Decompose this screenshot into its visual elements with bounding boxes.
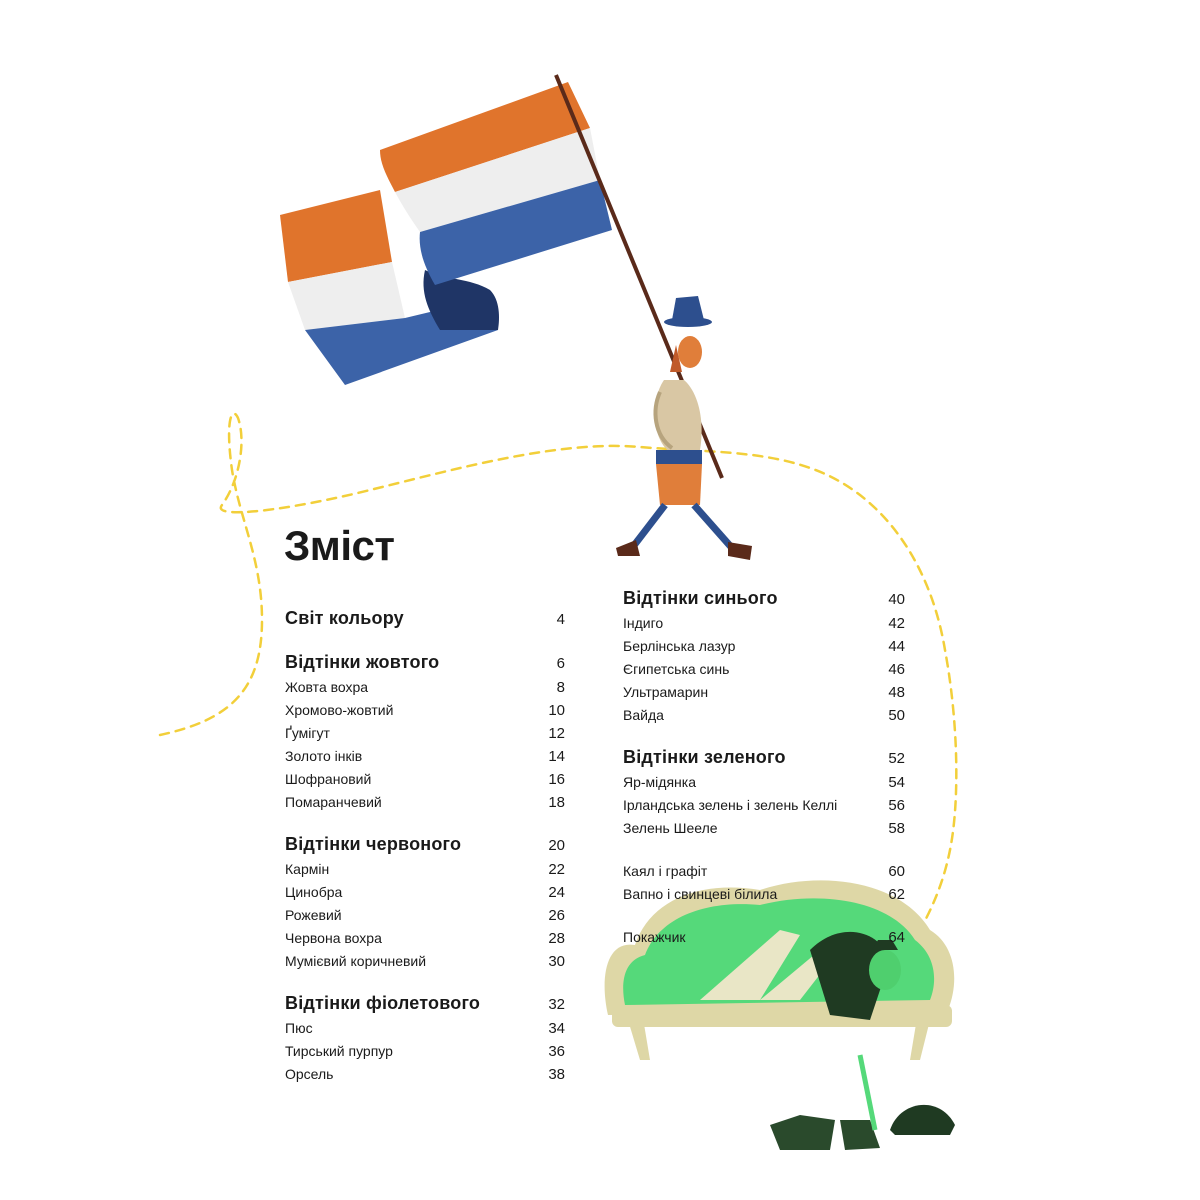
toc-entry	[285, 904, 565, 927]
toc-page-number: 16	[548, 771, 565, 788]
toc-entry	[285, 858, 565, 881]
toc-entry-title: Цинобра	[285, 884, 343, 900]
toc-entry	[285, 768, 565, 791]
toc-entry	[623, 635, 905, 658]
toc-entry-title: Жовта вохра	[285, 679, 369, 695]
toc-entry-title: Золото інків	[285, 748, 363, 764]
toc-section-heading	[285, 989, 565, 1017]
toc-page-number: 20	[548, 837, 565, 854]
toc-section-heading	[285, 648, 565, 676]
toc-entry	[623, 658, 905, 681]
toc-page-number: 30	[548, 953, 565, 970]
toc-entry-title: Яр-мідянка	[623, 774, 696, 790]
toc-entry	[285, 950, 565, 973]
toc-page-number: 6	[556, 655, 565, 672]
toc-entry-title: Відтінки жовтого	[285, 652, 440, 672]
toc-entry	[623, 883, 905, 906]
toc-entry-title: Покажчик	[623, 929, 686, 945]
toc-entry	[285, 927, 565, 950]
toc-page-number: 52	[888, 750, 905, 767]
toc-section-heading	[285, 830, 565, 858]
toc-entry-title: Берлінська лазур	[623, 638, 736, 654]
toc-page-number: 46	[888, 661, 905, 678]
toc-entry-title: Мумієвий коричневий	[285, 953, 427, 969]
section-spacer	[623, 906, 905, 926]
toc-page-number: 38	[548, 1066, 565, 1083]
toc-entry-title: Пюс	[285, 1020, 313, 1036]
toc-page-number: 56	[888, 797, 905, 814]
toc-page-number: 22	[548, 861, 565, 878]
section-spacer	[623, 840, 905, 860]
toc-page-number: 60	[888, 863, 905, 880]
toc-entry-title: Помаранчевий	[285, 794, 382, 810]
toc-page-number: 42	[888, 615, 905, 632]
toc-entry-title: Рожевий	[285, 907, 342, 923]
toc-entry-title: Ірландська зелень і зелень Келлі	[623, 797, 838, 813]
toc-entry-title: Хромово-жовтий	[285, 702, 394, 718]
toc-page-number: 10	[548, 702, 565, 719]
toc-entry	[623, 771, 905, 794]
toc-page-number: 64	[888, 929, 905, 946]
toc-page-number: 14	[548, 748, 565, 765]
section-spacer	[285, 814, 565, 830]
toc-entry-title: Ґумігут	[285, 725, 330, 741]
section-spacer	[285, 632, 565, 648]
toc-page-number: 26	[548, 907, 565, 924]
toc-entry-title: Відтінки синього	[623, 588, 778, 608]
toc-entry-title: Шофрановий	[285, 771, 372, 787]
page-title: Зміст	[284, 522, 395, 569]
toc-entry	[623, 860, 905, 883]
toc-entry-title: Відтінки червоного	[285, 834, 462, 854]
toc-page-number: 40	[888, 591, 905, 608]
toc-right-column	[623, 584, 905, 949]
toc-entry-title: Єгипетська синь	[623, 661, 730, 677]
toc-entry	[285, 699, 565, 722]
toc-page-number: 58	[888, 820, 905, 837]
toc-entry	[623, 704, 905, 727]
toc-page-number: 54	[888, 774, 905, 791]
toc-entry	[623, 926, 905, 949]
toc-entry	[285, 1040, 565, 1063]
section-spacer	[285, 973, 565, 989]
toc-entry-title: Індиго	[623, 615, 664, 631]
toc-entry-title: Вайда	[623, 707, 664, 723]
toc-entry	[623, 681, 905, 704]
toc-page-number: 34	[548, 1020, 565, 1037]
toc-page-number: 28	[548, 930, 565, 947]
section-spacer	[623, 727, 905, 743]
toc-entry	[285, 1017, 565, 1040]
toc-entry-title: Каял і графіт	[623, 863, 708, 879]
toc-page-number: 50	[888, 707, 905, 724]
toc-entry	[285, 722, 565, 745]
toc-section-heading	[623, 743, 905, 771]
toc-entry-title: Світ кольору	[285, 608, 404, 628]
toc-page-number: 62	[888, 886, 905, 903]
toc-page-number: 44	[888, 638, 905, 655]
toc-page-number: 8	[556, 679, 565, 696]
toc-entry	[623, 817, 905, 840]
toc-entry	[285, 676, 565, 699]
toc-entry-title: Відтінки фіолетового	[285, 993, 481, 1013]
toc-page-number: 4	[556, 611, 565, 628]
dutch-flag-bearer-illustration	[280, 75, 752, 560]
toc-page-number: 24	[548, 884, 565, 901]
toc-entry-title: Кармін	[285, 861, 330, 877]
toc-left-column	[285, 604, 565, 1086]
toc-entry	[285, 791, 565, 814]
toc-entry	[285, 745, 565, 768]
toc-entry	[623, 612, 905, 635]
toc-entry-title: Відтінки зеленого	[623, 747, 786, 767]
toc-page-number: 48	[888, 684, 905, 701]
toc-section-heading	[623, 584, 905, 612]
toc-entry	[285, 881, 565, 904]
toc-page-number: 36	[548, 1043, 565, 1060]
toc-entry-title: Червона вохра	[285, 930, 382, 946]
toc-entry-title: Зелень Шееле	[623, 820, 718, 836]
toc-page-number: 12	[548, 725, 565, 742]
toc-section-heading	[285, 604, 565, 632]
toc-page-number: 18	[548, 794, 565, 811]
toc-entry-title: Ультрамарин	[623, 684, 709, 700]
toc-entry-title: Вапно і свинцеві білила	[623, 886, 778, 902]
toc-entry	[285, 1063, 565, 1086]
toc-page-number: 32	[548, 996, 565, 1013]
toc-entry-title: Орсель	[285, 1066, 334, 1082]
toc-entry-title: Тирський пурпур	[285, 1043, 393, 1059]
toc-entry	[623, 794, 905, 817]
